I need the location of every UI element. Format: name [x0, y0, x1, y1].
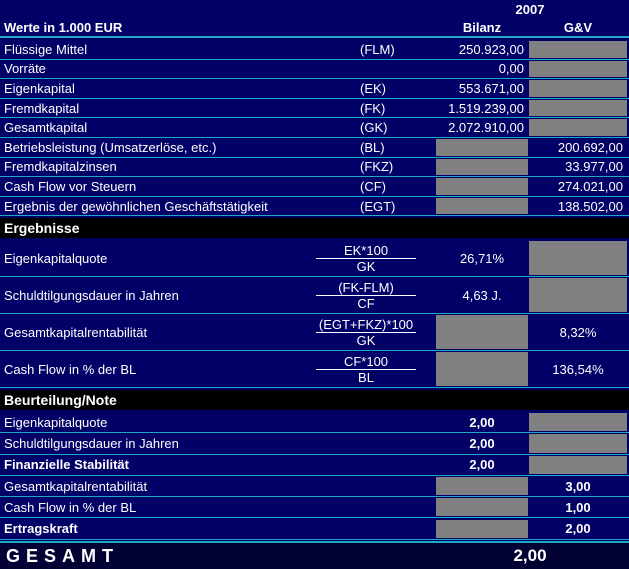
- row-label: Vorräte: [4, 61, 46, 77]
- result-row: [0, 240, 629, 277]
- section-header-results: [0, 218, 629, 238]
- balance-row: [0, 60, 629, 80]
- year-label: 2007: [515, 1, 545, 17]
- bilanz-grade: [436, 477, 528, 495]
- row-label: Flüssige Mittel: [4, 41, 88, 57]
- header-columns-row: [0, 18, 629, 38]
- total-value: 2,00: [513, 546, 547, 565]
- bilanz-value: 2.072.910,00: [448, 120, 524, 136]
- formula-numerator: (EGT+FKZ)*100: [316, 317, 416, 333]
- units-label: Werte in 1.000 EUR: [4, 19, 123, 35]
- guv-value: 138.502,00: [557, 198, 623, 214]
- guv-value: 200.692,00: [557, 139, 623, 155]
- bilanz-result: [436, 352, 528, 386]
- formula-numerator: EK*100: [316, 243, 416, 259]
- rating-label: Cash Flow in % der BL: [4, 499, 137, 515]
- bilanz-value: 553.671,00: [458, 80, 524, 96]
- bilanz-value: 0,00: [498, 61, 524, 77]
- balance-row: [0, 40, 629, 60]
- result-label: Cash Flow in % der BL: [4, 361, 137, 377]
- section-title-rating: Beurteilung/Note: [4, 392, 117, 408]
- row-label: Eigenkapital: [4, 80, 75, 96]
- formula-fraction: [316, 314, 416, 350]
- rating-row: [0, 519, 629, 540]
- bilanz-value: [436, 178, 528, 195]
- bilanz-result: [436, 315, 528, 349]
- formula-numerator: CF*100: [316, 354, 416, 370]
- guv-value: [529, 61, 627, 78]
- row-label: Fremdkapitalzinsen: [4, 159, 117, 175]
- result-label: Eigenkapitalquote: [4, 250, 108, 266]
- row-abbreviation: (EGT): [360, 198, 396, 214]
- guv-grade: 2,00: [565, 521, 591, 537]
- rating-label: Schuldtilgungsdauer in Jahren: [4, 435, 179, 451]
- balance-row: [0, 177, 629, 197]
- formula-denominator: BL: [358, 369, 374, 385]
- row-abbreviation: (FK): [360, 100, 386, 116]
- bilanz-value: 1.519.239,00: [448, 100, 524, 116]
- row-abbreviation: [360, 60, 430, 79]
- rating-label: Eigenkapitalquote: [4, 414, 108, 430]
- balance-row: [0, 138, 629, 158]
- rating-row: [0, 476, 629, 497]
- guv-value: [529, 41, 627, 58]
- guv-value: 33.977,00: [565, 159, 623, 175]
- guv-result: [529, 241, 627, 275]
- row-abbreviation: (EK): [360, 80, 386, 96]
- rating-label: Finanzielle Stabilität: [4, 457, 129, 473]
- guv-value: [529, 100, 627, 117]
- formula-fraction: [316, 277, 416, 313]
- total-label: GESAMT: [6, 545, 120, 566]
- rating-row: [0, 412, 629, 433]
- balance-row: [0, 158, 629, 178]
- balance-row: [0, 118, 629, 138]
- balance-row: [0, 197, 629, 217]
- row-abbreviation: (BL): [360, 139, 385, 155]
- guv-grade: [529, 434, 627, 452]
- bilanz-value: [436, 198, 528, 215]
- formula-numerator: (FK-FLM): [316, 280, 416, 296]
- guv-result: 136,54%: [552, 361, 604, 377]
- guv-grade: [529, 413, 627, 431]
- row-abbreviation: (FLM): [360, 41, 395, 57]
- rating-row: [0, 433, 629, 454]
- guv-result: [529, 278, 627, 312]
- bilanz-value: 250.923,00: [458, 41, 524, 57]
- section-header-rating: [0, 390, 629, 410]
- rating-row: [0, 497, 629, 518]
- row-label: Fremdkapital: [4, 100, 80, 116]
- bilanz-grade: 2,00: [469, 435, 495, 451]
- balance-row: [0, 99, 629, 119]
- bilanz-grade: [436, 498, 528, 516]
- row-abbreviation: (FKZ): [360, 159, 394, 175]
- rating-label: Gesamtkapitalrentabilität: [4, 478, 148, 494]
- bilanz-result: 26,71%: [459, 250, 505, 266]
- row-label: Betriebsleistung (Umsatzerlöse, etc.): [4, 139, 217, 155]
- formula-denominator: GK: [356, 332, 376, 348]
- result-label: Schuldtilgungsdauer in Jahren: [4, 287, 179, 303]
- result-row: [0, 277, 629, 314]
- balance-row: [0, 79, 629, 99]
- formula-fraction: [316, 240, 416, 276]
- total-row: [0, 541, 629, 569]
- formula-denominator: GK: [356, 258, 376, 274]
- row-abbreviation: (CF): [360, 178, 386, 194]
- result-row: [0, 351, 629, 388]
- guv-grade: 3,00: [565, 478, 591, 494]
- column-header-bilanz: Bilanz: [462, 19, 502, 35]
- section-title-results: Ergebnisse: [4, 220, 80, 236]
- row-label: Gesamtkapital: [4, 120, 88, 136]
- row-label: Ergebnis der gewöhnlichen Geschäftstätigkeit: [4, 198, 268, 214]
- guv-value: 274.021,00: [557, 178, 623, 194]
- guv-value: [529, 119, 627, 136]
- rating-label: Ertragskraft: [4, 521, 78, 537]
- guv-result: 8,32%: [559, 324, 597, 340]
- result-label: Gesamtkapitalrentabilität: [4, 324, 148, 340]
- row-label: Cash Flow vor Steuern: [4, 178, 137, 194]
- formula-denominator: CF: [357, 295, 375, 311]
- bilanz-grade: [436, 520, 528, 538]
- formula-fraction: [316, 351, 416, 387]
- row-abbreviation: (GK): [360, 120, 388, 136]
- guv-grade: [529, 456, 627, 474]
- guv-grade: 1,00: [565, 499, 591, 515]
- guv-value: [529, 80, 627, 97]
- bilanz-value: [436, 139, 528, 156]
- header-year-row: [0, 0, 629, 18]
- column-header-guv: G&V: [563, 19, 593, 35]
- bilanz-value: [436, 159, 528, 176]
- rating-row: [0, 455, 629, 476]
- bilanz-result: 4,63 J.: [462, 287, 502, 303]
- result-row: [0, 314, 629, 351]
- bilanz-grade: 2,00: [469, 457, 495, 473]
- bilanz-grade: 2,00: [469, 414, 495, 430]
